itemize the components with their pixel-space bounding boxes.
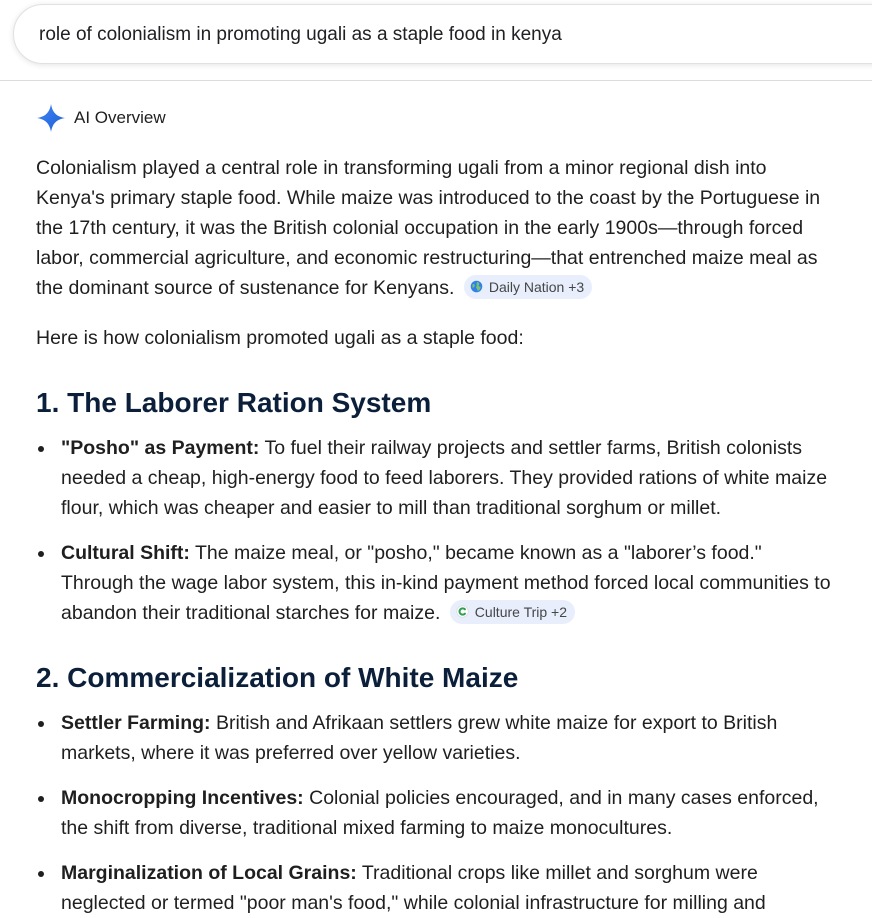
bullet-text: Traditional crops like millet and sorghum were neglected or termed "poor man's food," while colonial infrastructure for milling and bbox=[61, 862, 766, 914]
citation-label: Daily Nation +3 bbox=[488, 278, 585, 295]
citation-chip-culture-trip[interactable] bbox=[450, 600, 575, 624]
list-item bbox=[36, 433, 836, 523]
list-item bbox=[36, 858, 836, 918]
bullet-dot bbox=[38, 446, 44, 452]
search-input[interactable]: role of colonialism in promoting ugali as a staple food in kenya bbox=[39, 24, 562, 45]
bullet-term: Monocropping Incentives: bbox=[61, 787, 304, 809]
ai-overview-title: AI Overview bbox=[74, 108, 166, 127]
bullet-text: British and Afrikaan settlers grew white maize for export to British markets, where it was preferred over yellow varieties. bbox=[61, 712, 778, 764]
citation-label: Culture Trip +2 bbox=[474, 603, 568, 620]
section-heading: 2. Commercialization of White Maize bbox=[36, 662, 519, 693]
bullet-dot bbox=[38, 871, 44, 877]
intro-paragraph bbox=[36, 153, 836, 303]
bullet-term: Settler Farming: bbox=[61, 712, 211, 734]
search-box[interactable] bbox=[13, 4, 872, 64]
bullet-term: Marginalization of Local Grains: bbox=[61, 862, 357, 884]
bullet-term: Cultural Shift: bbox=[61, 542, 190, 564]
section-heading: 1. The Laborer Ration System bbox=[36, 387, 432, 418]
bullet-term: "Posho" as Payment: bbox=[61, 437, 260, 459]
search-header bbox=[0, 0, 872, 81]
citation-chip-daily-nation[interactable] bbox=[464, 275, 592, 299]
list-item bbox=[36, 783, 836, 843]
list-item bbox=[36, 538, 836, 628]
bullet-text: To fuel their railway projects and settler farms, British colonists needed a cheap, high-energy food to feed laborers. They provided rations of white maize flour, which was cheaper and easier to mill than traditional sorghum or millet. bbox=[61, 437, 828, 519]
lead-paragraph: Here is how colonialism promoted ugali as a staple food: bbox=[36, 327, 524, 349]
bullet-text: Colonial policies encouraged, and in many cases enforced, the shift from diverse, traditional mixed farming to maize monocultures. bbox=[61, 787, 819, 839]
ai-overview-header bbox=[36, 102, 166, 134]
bullet-dot bbox=[38, 551, 44, 557]
bullet-dot bbox=[38, 796, 44, 802]
sparkle-icon bbox=[36, 103, 66, 133]
bullet-list bbox=[36, 433, 836, 628]
bullet-dot bbox=[38, 721, 44, 727]
bullet-text: The maize meal, or "posho," became known as a "laborer’s food." Through the wage labor system, this in-kind payment method forced local communities to abandon their traditional starches for maize. bbox=[61, 542, 831, 624]
bullet-list bbox=[36, 708, 836, 918]
intro-text: Colonialism played a central role in transforming ugali from a minor regional dish into Kenya's primary staple food. While maize was introduced to the coast by the Portuguese in the 17th century, it was the British colonial occupation in the early 1900s—through forced labor, commercial agriculture, and economic restructuring—that entrenched maize meal as the dominant source of sustenance for Kenyans. bbox=[36, 157, 821, 299]
ai-overview-content bbox=[36, 153, 836, 918]
culture-trip-icon bbox=[456, 605, 469, 618]
globe-icon bbox=[470, 280, 483, 293]
list-item bbox=[36, 708, 836, 768]
